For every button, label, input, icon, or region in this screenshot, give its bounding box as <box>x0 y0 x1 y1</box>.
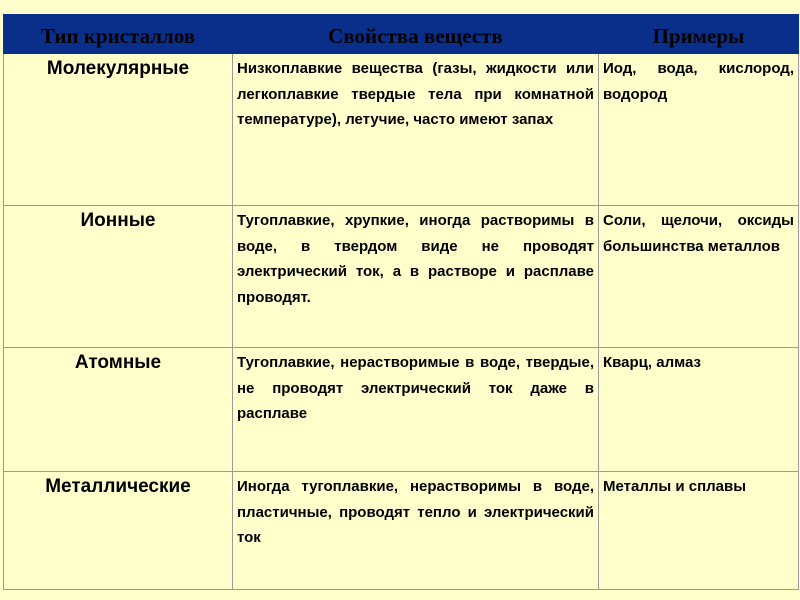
crystal-types-table <box>3 14 799 590</box>
header-examples: Примеры <box>599 15 799 54</box>
cell-crystal-type: Металлические <box>4 472 233 590</box>
cell-examples: Соли, щелочи, оксиды большинства металлов <box>599 206 799 348</box>
header-crystal-type: Тип кристаллов <box>4 15 233 54</box>
cell-properties: Тугоплавкие, хрупкие, иногда растворимы в воде, в твердом виде не проводят электрический ток, а в растворе и расплаве проводят. <box>233 206 599 348</box>
table-row <box>4 54 799 206</box>
table-header-row <box>4 15 799 54</box>
cell-properties: Низкоплавкие вещества (газы, жидкости или легкоплавкие твердые тела при комнатной температуре), летучие, часто имеют запах <box>233 54 599 206</box>
table-row <box>4 206 799 348</box>
header-properties: Свойства веществ <box>233 15 599 54</box>
cell-examples: Иод, вода, кислород, водород <box>599 54 799 206</box>
cell-crystal-type: Ионные <box>4 206 233 348</box>
cell-examples: Металлы и сплавы <box>599 472 799 590</box>
table-row <box>4 348 799 472</box>
cell-crystal-type: Молекулярные <box>4 54 233 206</box>
cell-examples: Кварц, алмаз <box>599 348 799 472</box>
cell-crystal-type: Атомные <box>4 348 233 472</box>
table-row <box>4 472 799 590</box>
cell-properties: Иногда тугоплавкие, нерастворимы в воде, пластичные, проводят тепло и электрический ток <box>233 472 599 590</box>
cell-properties: Тугоплавкие, нерастворимые в воде, твердые, не проводят электрический ток даже в расплаве <box>233 348 599 472</box>
